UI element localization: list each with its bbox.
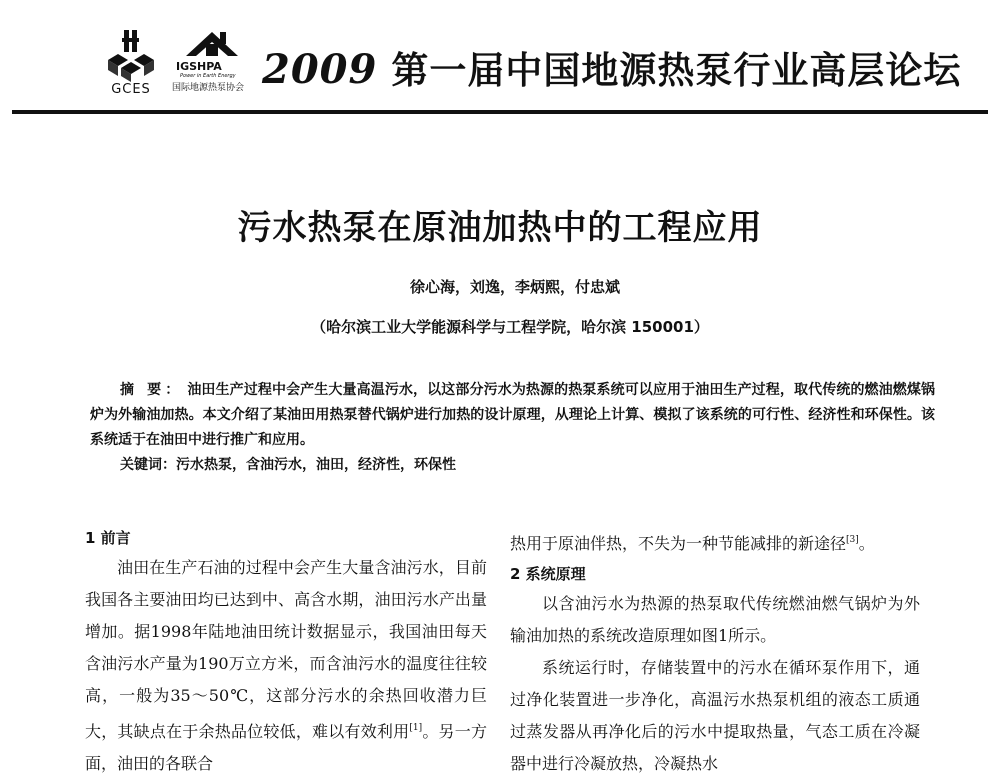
left-column	[85, 524, 487, 780]
section-1-text: 油田在生产石油的过程中会产生大量含油污水，目前我国各主要油田均已达到中、高含水期，油田污水产出量增加。据1998年陆地油田统计数据显示，我国油田每天含油污水产量为190万立方米，而含油污水的温度往往较高，一般为35～50℃，这部分污水的余热回收潜力巨大，其缺点在于余热品位较低，难以有效利用	[85, 558, 487, 741]
igshpa-subtitle: 国际地源热泵协会	[172, 83, 245, 93]
keywords	[90, 453, 935, 478]
forum-title	[262, 40, 961, 94]
abstract-text: 油田生产过程中会产生大量高温污水，以这部分污水为热源的热泵系统可以应用于油田生产过程，取代传统的燃油燃煤锅炉为外输油加热。本文介绍了某油田用热泵替代锅炉进行加热的设计原理，从理论上计算、模拟了该系统的可行性、经济性和环保性。该系统适于在油田中进行推广和应用。	[90, 382, 935, 448]
igshpa-tagline: Power in Earth Energy	[180, 73, 236, 79]
continued-text-tail: 。	[858, 534, 875, 553]
abstract-label: 摘 要：	[120, 382, 184, 398]
igshpa-logo	[172, 26, 252, 102]
keywords-text: 污水热泵，含油污水，油田，经济性，环保性	[176, 457, 456, 473]
keywords-label: 关键词：	[120, 457, 176, 473]
section-1-heading: 1 前言	[85, 529, 131, 547]
section-1-paragraph	[85, 552, 487, 780]
paper-title: 污水热泵在原油加热中的工程应用	[237, 208, 763, 248]
igshpa-name: IGSHPA	[176, 60, 222, 73]
igshpa-house-icon	[182, 26, 242, 60]
section-2-paragraph-2: 系统运行时，存储装置中的污水在循环泵作用下，通过净化装置进一步净化，高温污水热泵机组的液态工质通过蒸发器从再净化后的污水中提取热量，气态工质在冷凝器中进行冷凝放热，冷凝热水	[510, 658, 920, 773]
abstract	[90, 378, 935, 478]
section-1-text-tail: 。另一方面，油田的各联合	[85, 722, 487, 773]
abstract-body	[90, 378, 935, 453]
continued-paragraph	[510, 524, 920, 560]
paper-authors: 徐心海，刘逸，李炳熙，付忠斌	[409, 278, 620, 296]
right-column	[510, 524, 920, 780]
paper-affiliation: （哈尔滨工业大学能源科学与工程学院，哈尔滨 150001）	[311, 318, 709, 336]
citation-1: [1]	[409, 723, 423, 733]
citation-3: [3]	[846, 535, 859, 545]
gces-logo	[96, 28, 166, 104]
forum-name: 第一届中国地源热泵行业高层论坛	[391, 48, 962, 92]
gces-logo-text: GCES	[111, 82, 151, 97]
continued-text: 热用于原油伴热，不失为一种节能减排的新途径	[510, 534, 847, 553]
gces-emblem-icon	[96, 28, 166, 84]
section-2-paragraph-1: 以含油污水为热源的热泵取代传统燃油燃气锅炉为外输油加热的系统改造原理如图1所示。	[510, 594, 920, 645]
section-2-heading: 2 系统原理	[510, 565, 586, 583]
conference-header	[0, 0, 1000, 118]
header-rule	[12, 110, 988, 114]
forum-year: 2009	[262, 46, 378, 93]
